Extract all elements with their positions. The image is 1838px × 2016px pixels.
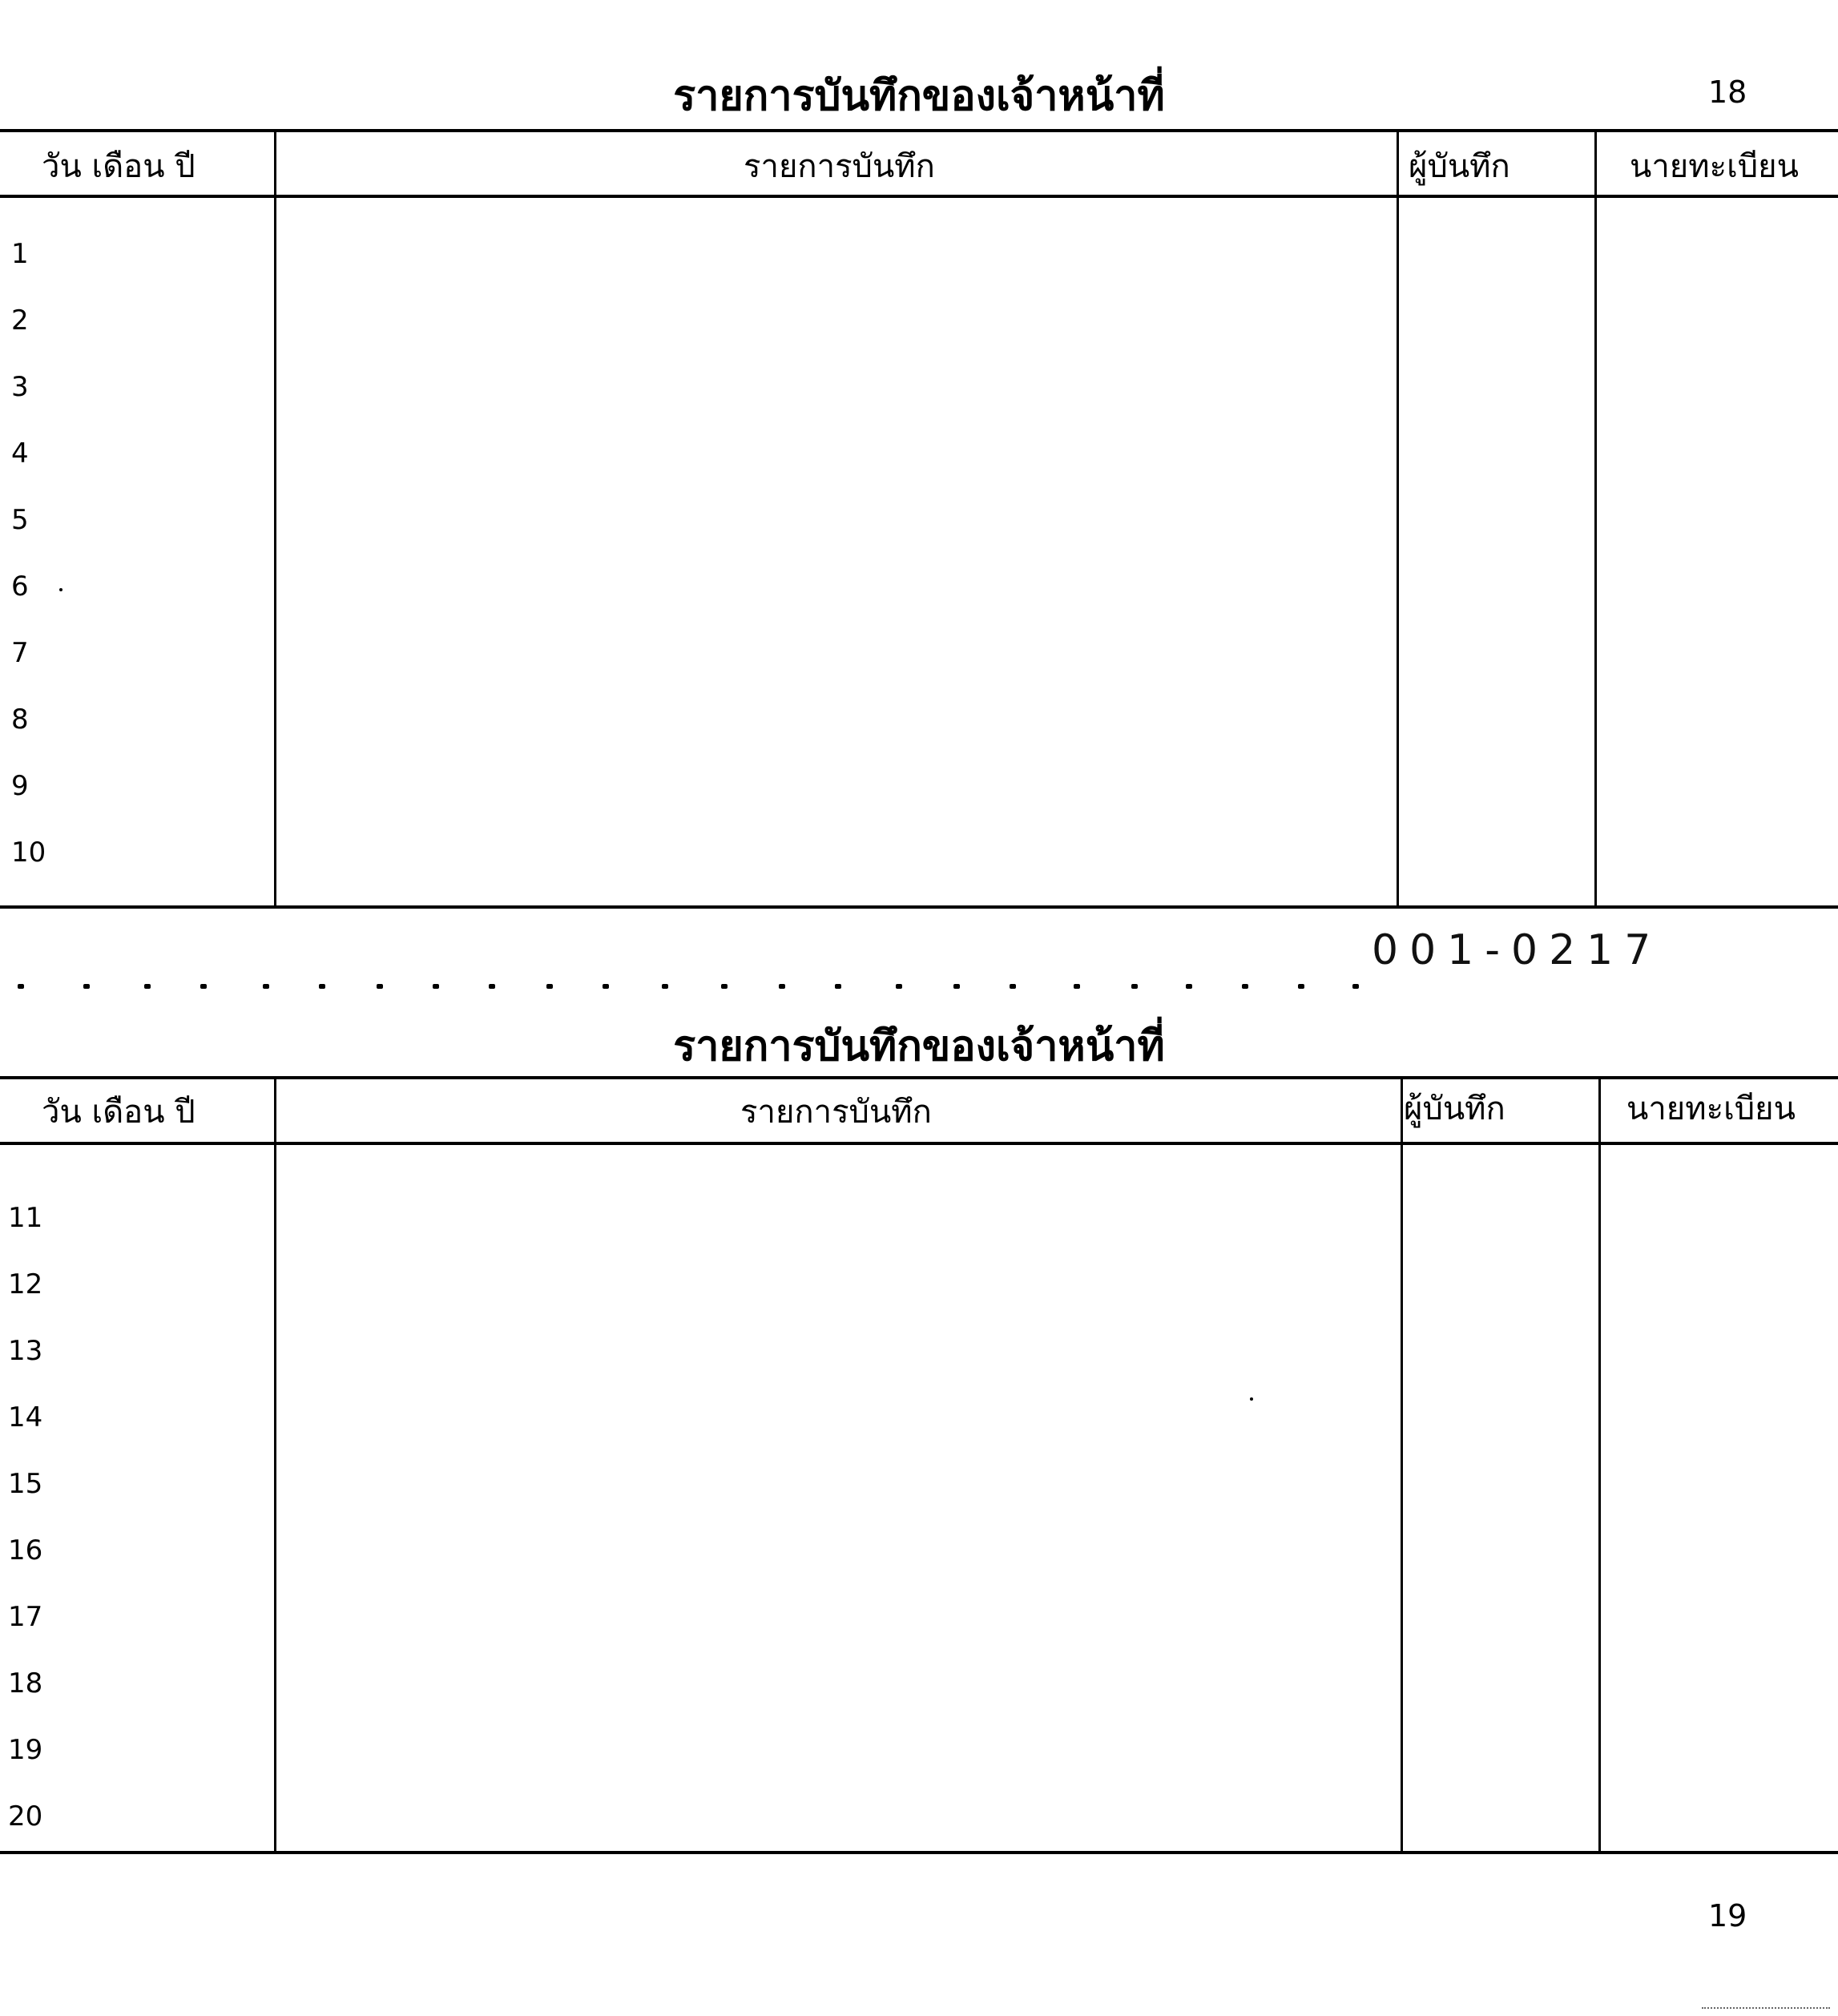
column-header-entry: รายการบันทึก <box>744 148 935 185</box>
recorder-area[interactable] <box>1400 198 1594 905</box>
row-number: 16 <box>8 1534 43 1566</box>
column-header-date: วัน เดือน ปี <box>42 1094 195 1131</box>
row-number: 19 <box>8 1734 43 1766</box>
recorder-area[interactable] <box>1404 1145 1598 1850</box>
column-divider <box>1401 1076 1403 1853</box>
registrar-area[interactable] <box>1598 198 1836 905</box>
row-number: 12 <box>8 1268 43 1300</box>
column-divider <box>1397 129 1399 907</box>
column-divider <box>274 129 276 907</box>
row-number: 5 <box>11 504 29 536</box>
row-number: 13 <box>8 1335 43 1367</box>
registrar-area[interactable] <box>1602 1145 1836 1850</box>
column-header-recorder: ผู้บันทึก <box>1404 1091 1505 1127</box>
column-header-recorder: ผู้บันทึก <box>1409 148 1510 185</box>
entry-area[interactable] <box>277 1145 1400 1850</box>
row-number: 20 <box>8 1800 43 1833</box>
row-number: 3 <box>11 371 29 403</box>
entry-area[interactable] <box>277 198 1396 905</box>
column-divider <box>274 1076 276 1853</box>
row-number: 1 <box>11 238 29 270</box>
page-title: รายการบันทึกของเจ้าหน้าที่ <box>673 72 1165 120</box>
scan-speck <box>59 588 62 591</box>
page-title: รายการบันทึกของเจ้าหน้าที่ <box>673 1022 1165 1070</box>
column-header-registrar: นายทะเบียน <box>1630 148 1799 185</box>
row-number: 9 <box>11 770 29 802</box>
top-record-page <box>0 0 1838 929</box>
column-divider <box>1594 129 1597 907</box>
row-number: 17 <box>8 1601 43 1633</box>
row-number: 14 <box>8 1401 43 1433</box>
row-number: 8 <box>11 704 29 736</box>
row-number: 18 <box>8 1667 43 1699</box>
column-divider <box>1598 1076 1601 1853</box>
scan-speck <box>1250 1397 1253 1401</box>
column-header-date: วัน เดือน ปี <box>42 148 195 185</box>
bottom-record-page <box>0 926 1838 2016</box>
row-number: 7 <box>11 637 29 669</box>
scanned-header-code: 001-0217 <box>1372 926 1663 974</box>
column-header-entry: รายการบันทึก <box>740 1094 932 1131</box>
row-number: 4 <box>11 437 29 470</box>
page-number: 18 <box>1708 75 1747 110</box>
row-number: 2 <box>11 304 29 337</box>
page-number: 19 <box>1708 1898 1747 1933</box>
scan-artifact <box>1702 2007 1830 2012</box>
row-number: 10 <box>11 837 46 869</box>
row-number: 15 <box>8 1468 43 1500</box>
row-number: 6 <box>11 571 29 603</box>
scan-artifact <box>0 970 1838 1002</box>
row-number: 11 <box>8 1202 43 1234</box>
column-header-registrar: นายทะเบียน <box>1626 1091 1796 1127</box>
